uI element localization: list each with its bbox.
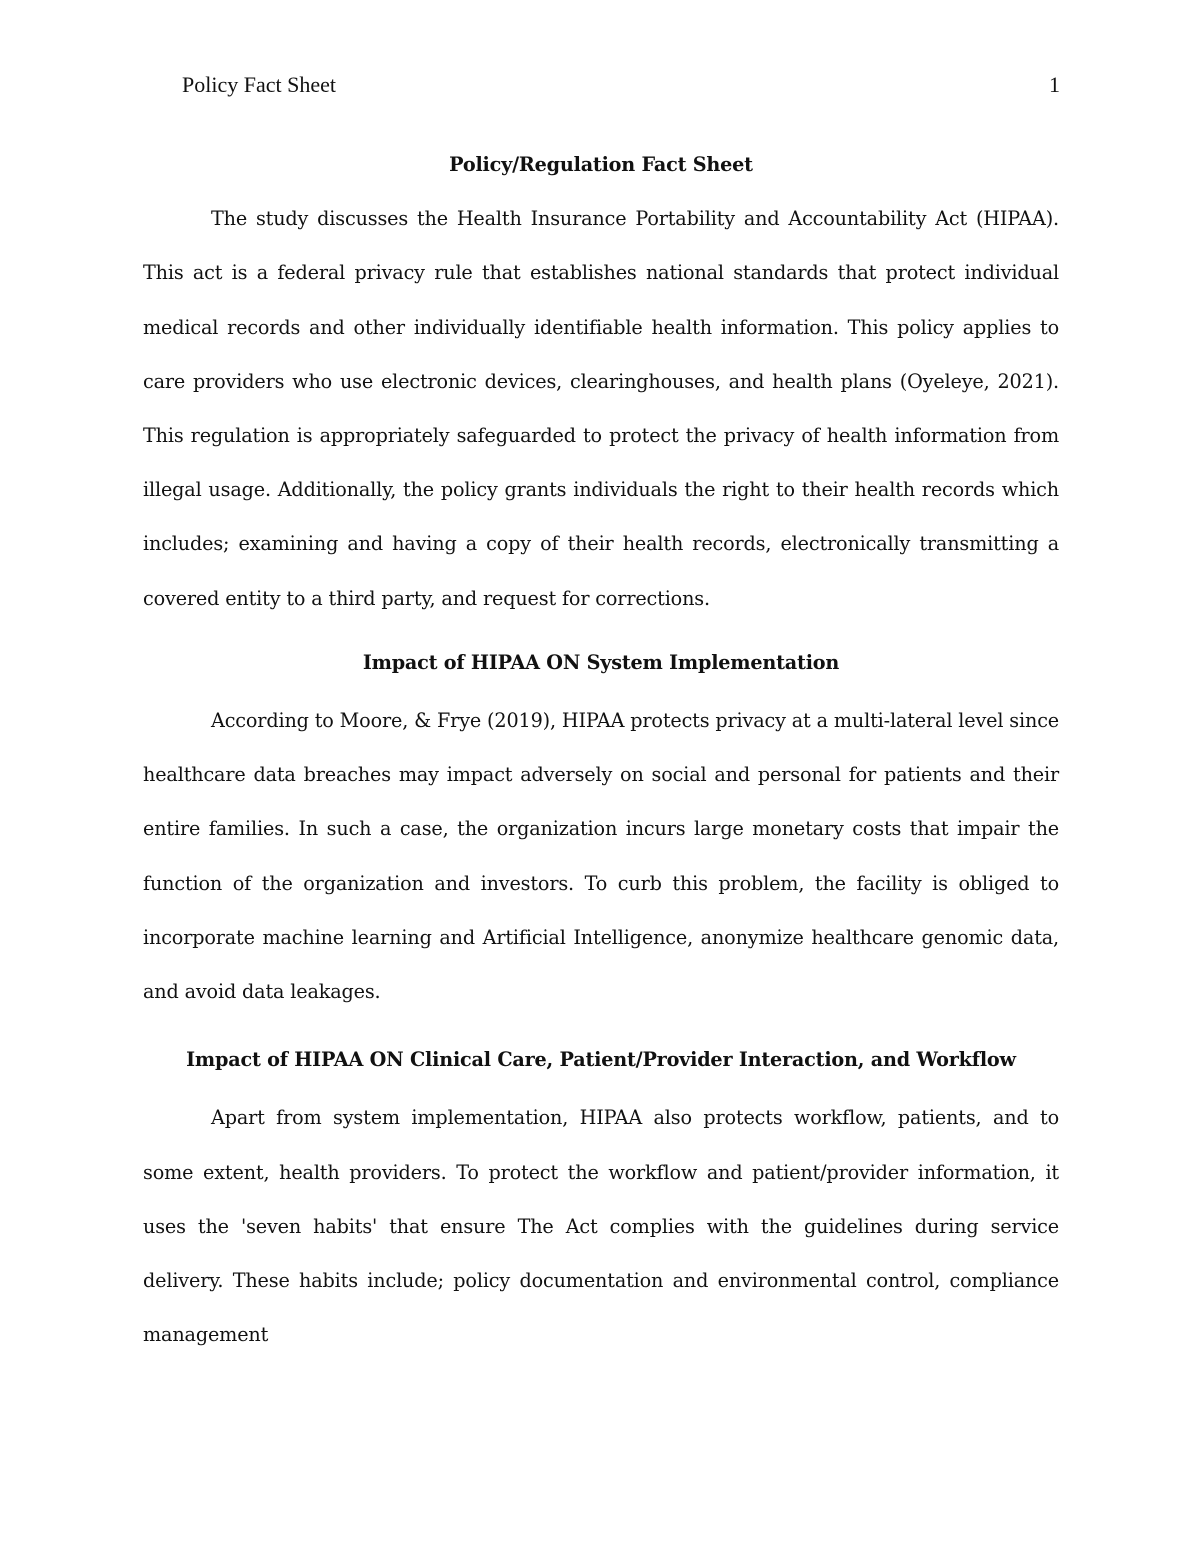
section-heading-system-implementation: Impact of HIPAA ON System Implementation [362,650,840,674]
section-heading-clinical-care: Impact of HIPAA ON Clinical Care, Patient/Provider Interaction, and Workflow [186,1048,1016,1072]
document-body [143,138,1059,1362]
page-header [182,72,1060,104]
system-implementation-paragraph: According to Moore, & Frye (2019), HIPAA protects privacy at a multi-lateral level since healthcare data breaches may impact adversely on social and personal for patients and their entire families. In such a case, the organization incurs large monetary costs that impair the function of the organization and investors. To curb this problem, the facility is obliged to incorporate machine learning and Artificial Intelligence, anonymize healthcare genomic data, and avoid data leakages. [143,709,1059,1004]
document-title: Policy/Regulation Fact Sheet [449,153,753,176]
running-head: Policy Fact Sheet [182,72,336,97]
clinical-care-paragraph: Apart from system implementation, HIPAA also protects workflow, patients, and to some extent, health providers. To protect the workflow and patient/provider information, it uses the 'seven habits' that ensure The Act complies with the guidelines during service delivery. These habits include; policy documentation and environmental control, compliance management [143,1106,1059,1347]
page-number: 1 [1049,72,1060,97]
intro-paragraph: The study discusses the Health Insurance Portability and Accountability Act (HIPAA). This act is a federal privacy rule that establishes national standards that protect individual medical records and other individually identifiable health information. This policy applies to care providers who use electronic devices, clearinghouses, and health plans (Oyeleye, 2021). This regulation is appropriately safeguarded to protect the privacy of health information from illegal usage. Additionally, the policy grants individuals the right to their health records which includes; examining and having a copy of their health records, electronically transmitting a covered entity to a third party, and request for corrections. [143,207,1059,610]
